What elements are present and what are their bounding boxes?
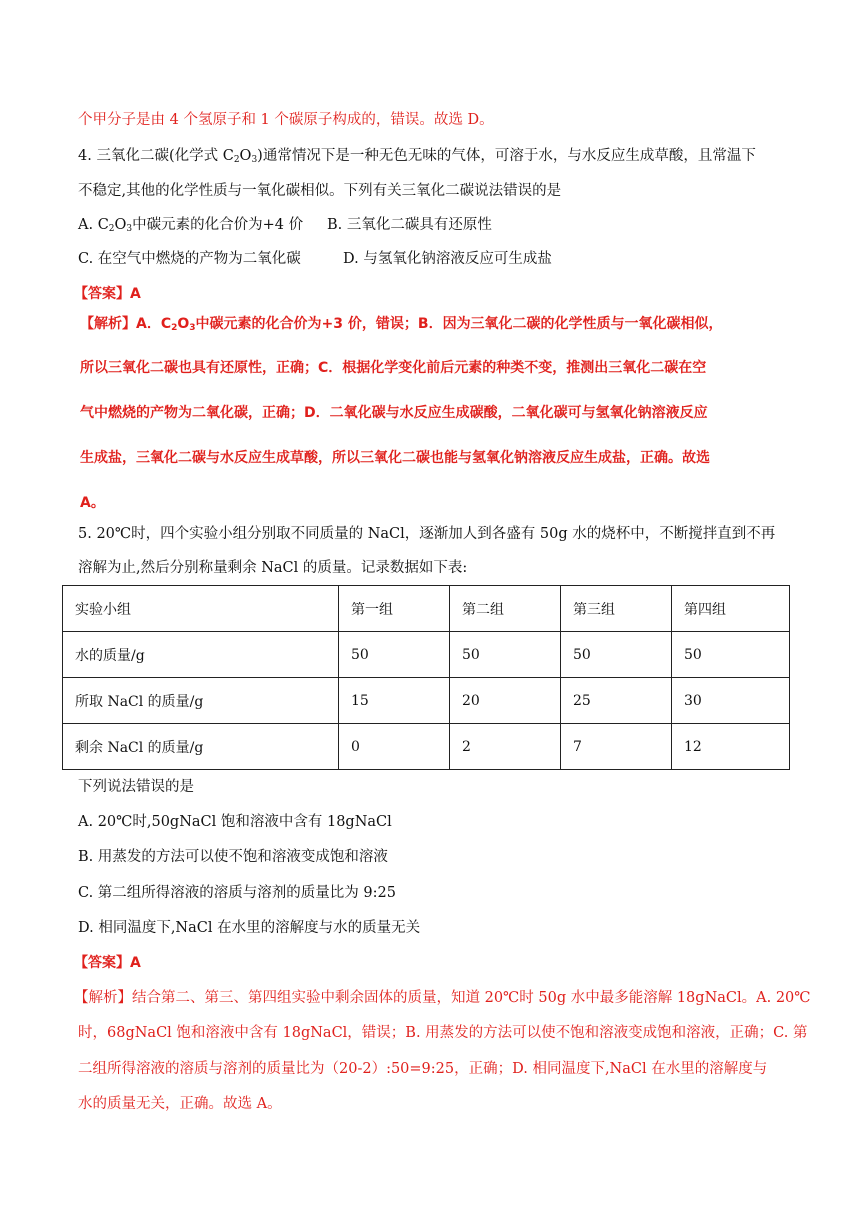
q5-stem-line1: 5. 20℃时，四个实验小组分别取不同质量的 NaCl，逐渐加人到各盛有 50g 水的烧杯中，不断搅拌直到不再: [78, 526, 776, 542]
q4-option-c: C. 在空气中燃烧的产物为二氧化碳: [78, 251, 301, 267]
table-cell: 12: [672, 724, 790, 770]
q4-options-ab: [78, 215, 790, 239]
table-cell: 剩余 NaCl 的质量/g: [63, 724, 339, 770]
q5-option-b: B. 用蒸发的方法可以使不饱和溶液变成饱和溶液: [78, 849, 388, 865]
q4-stem-line1: 4. 三氧化二碳(化学式 $C_2O_3$)通常情况下是一种无色无味的气体，可溶于水，与水反应生成草酸，且常温下: [78, 148, 756, 165]
q4-analysis-line1: 【解析】A．$C_2O_3$中碳元素的化合价为+3 价，错误；B．因为三氧化二碳的化学性质与一氧化碳相似，: [80, 316, 723, 333]
q5-stem-line2: 溶解为止,然后分别称量剩余 NaCl 的质量。记录数据如下表:: [78, 560, 468, 576]
q5-answer: 【答案】A: [74, 955, 141, 971]
table-cell: 25: [561, 678, 672, 724]
table-cell: 50: [561, 632, 672, 678]
q4-option-b: B. 三氧化二碳具有还原性: [327, 217, 492, 233]
q5-option-d: D. 相同温度下,NaCl 在水里的溶解度与水的质量无关: [78, 920, 421, 936]
q4-option-d: D. 与氢氧化钠溶液反应可生成盐: [343, 251, 552, 267]
q5-data-table: [62, 585, 790, 770]
table-header-cell: 第四组: [672, 586, 790, 632]
q4-analysis-line4: 生成盐，三氧化二碳与水反应生成草酸，所以三氧化二碳也能与氢氧化钠溶液反应生成盐，正确。故选: [80, 450, 710, 466]
table-cell: 2: [450, 724, 561, 770]
q4-option-a: A. $C_2O_3$中碳元素的化合价为+4 价: [78, 217, 304, 234]
q5-option-a: A. 20℃时,50gNaCl 饱和溶液中含有 18gNaCl: [78, 814, 392, 830]
q5-question: 下列说法错误的是: [78, 779, 194, 795]
table-header-row: [63, 586, 790, 632]
table-row: [63, 632, 790, 678]
q4-analysis-line5: A。: [80, 495, 105, 511]
table-cell: 50: [450, 632, 561, 678]
q5-option-c: C. 第二组所得溶液的溶质与溶剂的质量比为 9:25: [78, 885, 396, 901]
table-cell: 50: [672, 632, 790, 678]
q5-analysis-line3: 二组所得溶液的溶质与溶剂的质量比为（20-2）:50=9:25，正确；D. 相同温度下,NaCl 在水里的溶解度与: [78, 1061, 768, 1077]
q4-options-cd: [78, 249, 790, 269]
q5-analysis-line4: 水的质量无关，正确。故选 A。: [78, 1096, 282, 1112]
table-row: [63, 724, 790, 770]
q4-analysis-line2: 所以三氧化二碳也具有还原性，正确；C．根据化学变化前后元素的种类不变，推测出三氧化二碳在空: [80, 360, 707, 376]
table-cell: 30: [672, 678, 790, 724]
q5-analysis-line2: 时，68gNaCl 饱和溶液中含有 18gNaCl，错误；B. 用蒸发的方法可以使不饱和溶液变成饱和溶液，正确；C. 第: [78, 1025, 808, 1041]
table-cell: 所取 NaCl 的质量/g: [63, 678, 339, 724]
table-row: [63, 678, 790, 724]
q4-answer: 【答案】A: [74, 286, 141, 302]
q3-analysis-tail: 个甲分子是由 4 个氢原子和 1 个碳原子构成的，错误。故选 D。: [78, 112, 494, 128]
table-cell: 0: [339, 724, 450, 770]
table-cell: 7: [561, 724, 672, 770]
q4-stem-line2: 不稳定,其他的化学性质与一氧化碳相似。下列有关三氧化二碳说法错误的是: [78, 183, 562, 199]
table-cell: 50: [339, 632, 450, 678]
table-header-cell: 第一组: [339, 586, 450, 632]
q5-analysis-line1: 【解析】结合第二、第三、第四组实验中剩余固体的质量，知道 20℃时 50g 水中最多能溶解 18gNaCl。A. 20℃: [74, 990, 811, 1006]
table-header-cell: 实验小组: [63, 586, 339, 632]
table-cell: 水的质量/g: [63, 632, 339, 678]
table-cell: 20: [450, 678, 561, 724]
table-header-cell: 第三组: [561, 586, 672, 632]
q4-analysis-line3: 气中燃烧的产物为二氧化碳，正确；D．二氧化碳与水反应生成碳酸，二氧化碳可与氢氧化钠溶液反应: [80, 405, 708, 421]
table-cell: 15: [339, 678, 450, 724]
table-header-cell: 第二组: [450, 586, 561, 632]
